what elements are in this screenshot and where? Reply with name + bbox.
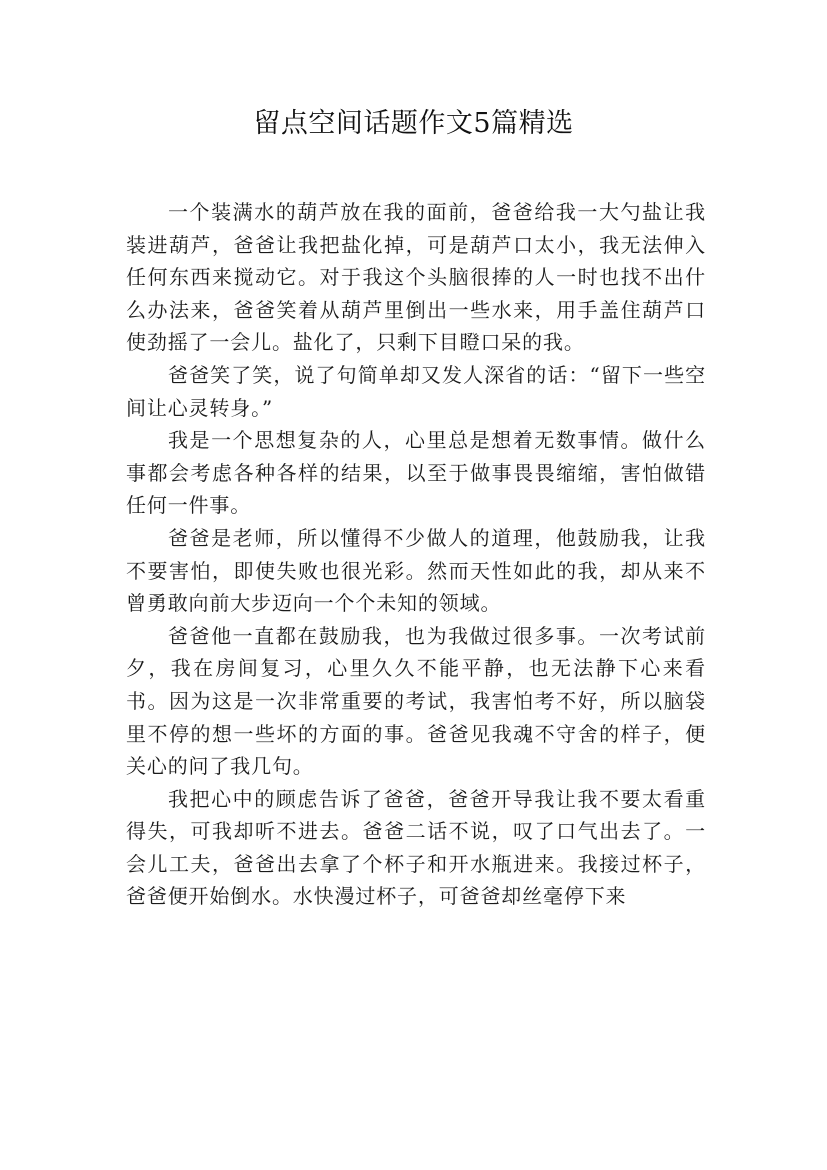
paragraph: 爸爸他一直都在鼓励我，也为我做过很多事。一次考试前夕，我在房间复习，心里久久不能平静，也无法静下心来看书。因为这是一次非常重要的考试，我害怕考不好，所以脑袋里不停的想一些坏的方面的事。爸爸见我魂不守舍的样子，便关心的问了我几句。	[126, 623, 706, 779]
paragraph: 爸爸是老师，所以懂得不少做人的道理，他鼓励我，让我不要害怕，即使失败也很光彩。然而天性如此的我，却从来不曾勇敢向前大步迈向一个个未知的领域。	[126, 525, 706, 616]
paragraph: 我是一个思想复杂的人，心里总是想着无数事情。做什么事都会考虑各种各样的结果，以至于做事畏畏缩缩，害怕做错任何一件事。	[126, 428, 706, 518]
paragraph: 我把心中的顾虑告诉了爸爸，爸爸开导我让我不要太看重得失，可我却听不进去。爸爸二话不说，叹了口气出去了。一会儿工夫，爸爸出去拿了个杯子和开水瓶进来。我接过杯子，爸爸便开始倒水。水快漫过杯子，可爸爸却丝毫停下来	[126, 786, 706, 909]
document-body	[126, 196, 706, 913]
paragraph: 爸爸笑了笑，说了句简单却又发人深省的话：“留下一些空间让心灵转身。”	[126, 362, 706, 420]
document-title: 留点空间话题作文5篇精选	[253, 108, 574, 139]
paragraph: 一个装满水的葫芦放在我的面前，爸爸给我一大勺盐让我装进葫芦，爸爸让我把盐化掉，可是葫芦口太小，我无法伸入任何东西来搅动它。对于我这个头脑很捧的人一时也找不出什么办法来，爸爸笑着从葫芦里倒出一些水来，用手盖住葫芦口使劲摇了一会儿。盐化了，只剩下目瞪口呆的我。	[126, 200, 706, 355]
